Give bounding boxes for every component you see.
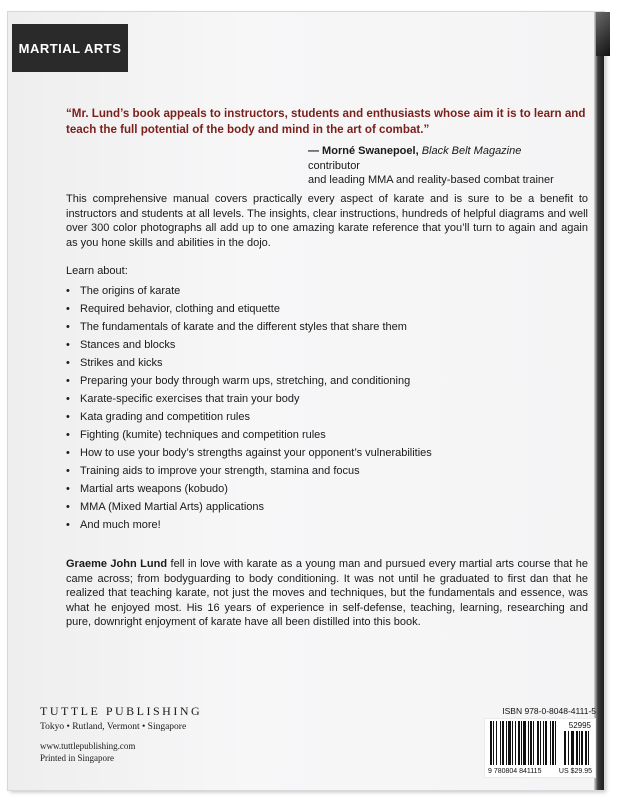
bullet-icon: • <box>66 339 70 351</box>
price-code: 52995 <box>568 721 591 730</box>
bullet-icon: • <box>66 411 70 423</box>
bullet-icon: • <box>66 321 70 333</box>
bullet-icon: • <box>66 357 70 369</box>
bullet-icon: • <box>66 519 70 531</box>
isbn-number: ISBN 978-0-8048-4111-5 <box>502 706 596 716</box>
bullet-icon: • <box>66 447 70 459</box>
learn-about-heading: Learn about: <box>66 265 128 277</box>
list-item: • Strikes and kicks <box>66 354 586 372</box>
author-name: Graeme John Lund <box>66 558 168 570</box>
bullet-icon: • <box>66 375 70 387</box>
bullet-icon: • <box>66 465 70 477</box>
list-item: • And much more! <box>66 516 586 534</box>
printed-in: Printed in Singapore <box>40 753 114 763</box>
author-bio <box>66 557 588 630</box>
publisher-name: TUTTLE PUBLISHING <box>40 704 203 718</box>
list-item: • Karate-specific exercises that train your body <box>66 390 586 408</box>
barcode-price: US $29.95 <box>558 768 592 775</box>
list-item: • Required behavior, clothing and etiquette <box>66 300 586 318</box>
cover-corner <box>596 12 610 56</box>
bullet-icon: • <box>66 393 70 405</box>
isbn-block <box>484 706 596 778</box>
barcode-panel <box>484 718 596 778</box>
publisher-footer <box>40 740 135 764</box>
list-item: • How to use your body’s strengths against your opponent’s vulnerabilities <box>66 444 586 462</box>
quote-attribution <box>308 144 568 188</box>
bullet-icon: • <box>66 285 70 297</box>
book-description: This comprehensive manual covers practically every aspect of karate and is sure to be a benefit to instructors and students at all levels. The insights, clear instructions, hundreds of helpful diagrams and well over 300 color photographs all add up to one amazing karate reference that you’ll turn to again and again as you hone skills and abilities in the dojo. <box>66 193 588 249</box>
publisher-block <box>40 704 202 732</box>
barcode-digits: 9 780804 841115 <box>488 768 542 775</box>
list-item: • The fundamentals of karate and the different styles that share them <box>66 318 586 336</box>
spine-edge <box>594 12 604 790</box>
list-item: • Martial arts weapons (kobudo) <box>66 480 586 498</box>
topics-list <box>66 282 586 534</box>
magazine-name: Black Belt Magazine <box>421 145 522 157</box>
role-suffix: contributor <box>308 159 360 172</box>
bullet-icon: • <box>66 303 70 315</box>
bullet-icon: • <box>66 429 70 441</box>
list-item: • Preparing your body through warm ups, stretching, and conditioning <box>66 372 586 390</box>
bullet-icon: • <box>66 483 70 495</box>
bio-text: fell in love with karate as a young man and pursued every martial arts course that he came across; from bodyguarding to body conditioning. It was not until he graduated to first dan that he realized that teaching karate, not just the moves and techniques, but the fundamentals and essence, was what he enjoyed most. His 16 years of experience in self-defense, teaching, learning, researching and pure, downright enjoyment of karate have all been distilled into this book. <box>66 558 588 628</box>
barcode-text-row <box>488 768 592 775</box>
category-label: MARTIAL ARTS <box>12 24 128 72</box>
list-item: • MMA (Mixed Martial Arts) applications <box>66 498 586 516</box>
list-item: • Kata grading and competition rules <box>66 408 586 426</box>
attribution-line-2: and leading MMA and reality-based combat trainer <box>308 174 554 186</box>
list-item: • Stances and blocks <box>66 336 586 354</box>
publisher-cities: Tokyo • Rutland, Vermont • Singapore <box>40 722 187 732</box>
list-item: • Fighting (kumite) techniques and competition rules <box>66 426 586 444</box>
list-item: • Training aids to improve your strength, stamina and focus <box>66 462 586 480</box>
endorsement-quote: “Mr. Lund’s book appeals to instructors, students and enthusiasts whose aim it is to learn and teach the full potential of the body and mind in the art of combat.” <box>66 107 586 136</box>
list-item: • The origins of karate <box>66 282 586 300</box>
bullet-icon: • <box>66 501 70 513</box>
quote-author: — Morné Swanepoel, <box>308 145 419 157</box>
publisher-website: www.tuttlepublishing.com <box>40 741 136 751</box>
